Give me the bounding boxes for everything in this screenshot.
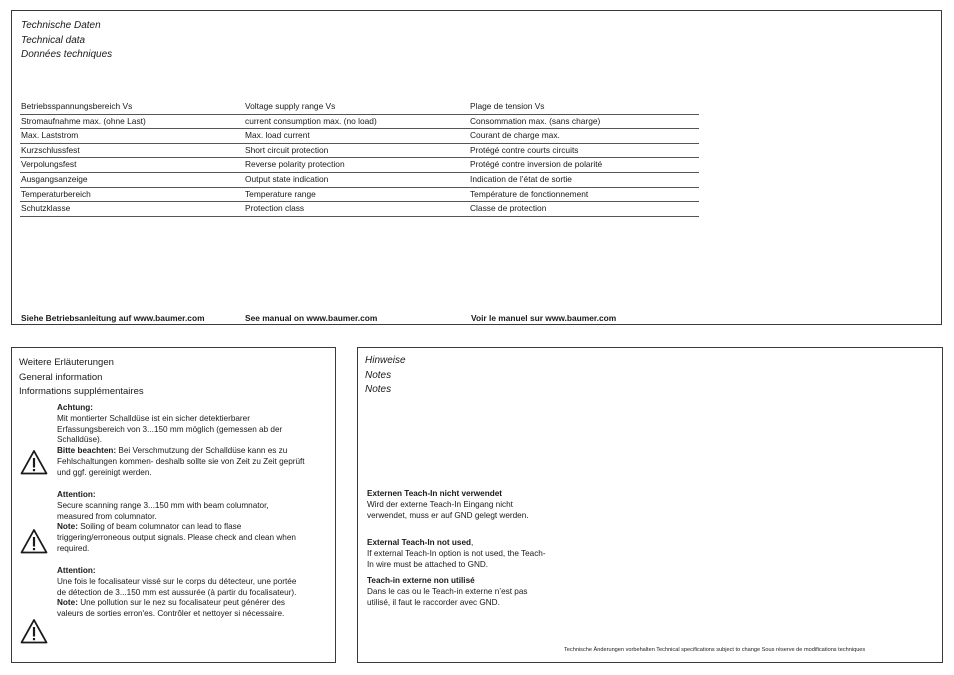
table-row [20, 202, 699, 217]
warning-triangle-icon [20, 449, 48, 475]
heading-en: General information [19, 371, 103, 383]
note-label: Note: [57, 522, 78, 532]
table-row [20, 144, 699, 159]
teach-in-title-line [367, 538, 547, 549]
manual-link-de[interactable]: Siehe Betriebsanleitung auf www.baumer.com [21, 313, 205, 323]
teach-in-title-suffix: , [471, 538, 474, 547]
spec-label-en: Short circuit protection [245, 144, 329, 155]
manual-link-en[interactable]: See manual on www.baumer.com [245, 313, 378, 323]
spec-table [20, 100, 699, 217]
table-row [20, 100, 699, 115]
warning-title: Attention: [57, 490, 96, 499]
manual-link-fr[interactable]: Voir le manuel sur www.baumer.com [471, 313, 617, 323]
notes-panel [357, 347, 943, 663]
warning-triangle-icon [20, 528, 48, 554]
teach-in-text: Wird der externe Teach-In Eingang nicht verwendet, muss er auf GND gelegt werden. [367, 499, 529, 520]
general-information-panel [11, 347, 336, 663]
teach-in-note-fr [367, 576, 547, 608]
note-text: Bei Verschmutzung der Schalldüse kann es zu Fehlschaltungen kommen- deshalb sollte sie von Zeit zu Zeit geprüft und ggf. gereinigt werden. [57, 446, 305, 477]
heading-fr: Notes [365, 384, 392, 395]
warning-text: Mit montierter Schalldüse ist ein sicher detektierbarer Erfassungsbereich von 3...150 mm möglich (gemessen ab der Schalldüse). [57, 413, 283, 445]
spec-label-fr: Classe de protection [470, 203, 547, 214]
warning-note [57, 446, 307, 478]
teach-in-text: Dans le cas ou le Teach-in externe n’est pas utilisé, il faut le raccorder avec GND. [367, 586, 528, 607]
heading-de: Weitere Erläuterungen [19, 357, 114, 368]
spec-label-de: Max. Laststrom [21, 130, 79, 141]
spec-label-de: Ausgangsanzeige [21, 173, 88, 184]
heading-fr: Données techniques [21, 49, 113, 60]
warning-title: Achtung: [57, 403, 93, 412]
warning-en [57, 490, 307, 555]
heading-en: Technical data [21, 34, 86, 46]
heading-de: Hinweise [365, 355, 406, 366]
note-label: Bitte beachten: [57, 446, 117, 456]
note-label: Note: [57, 598, 78, 608]
warning-note [57, 522, 307, 554]
teach-in-note-de [367, 489, 547, 521]
teach-in-text: If external Teach-In option is not used, the Teach-In wire must be attached to GND. [367, 548, 546, 569]
table-row [20, 115, 699, 130]
teach-in-title: External Teach-In not used [367, 538, 472, 547]
heading-de: Technische Daten [21, 20, 101, 31]
spec-label-de: Stromaufnahme max. (ohne Last) [21, 115, 146, 126]
table-row [20, 158, 699, 173]
technical-data-heading [21, 19, 112, 63]
technical-data-panel [11, 10, 942, 325]
teach-in-note-en [367, 538, 547, 570]
warning-text: Une fois le focalisateur vissé sur le corps du détecteur, une portée de détection de 3...150 mm est aussurée (à partir du focalisateur). [57, 576, 297, 597]
table-row [20, 188, 699, 203]
spec-label-de: Betriebsspannungsbereich Vs [21, 101, 133, 111]
spec-label-en: Reverse polarity protection [245, 159, 345, 170]
heading-fr: Informations supplémentaires [19, 386, 144, 397]
warning-note [57, 598, 307, 620]
heading-en: Notes [365, 369, 392, 381]
spec-label-en: Output state indication [245, 173, 329, 184]
spec-label-de: Verpolungsfest [21, 159, 77, 170]
warning-triangle-icon [20, 618, 48, 644]
warning-fr [57, 566, 307, 620]
warning-de [57, 403, 307, 479]
note-text: Soiling of beam columnator can lead to flase triggering/erroneous output signals. Please check and clean when required. [57, 522, 296, 553]
warning-text: Secure scanning range 3...150 mm with beam columnator, measured from columnator. [57, 500, 269, 521]
spec-label-fr: Indication de l’état de sortie [470, 173, 572, 184]
spec-label-en: Protection class [245, 203, 305, 214]
spec-label-fr: Plage de tension Vs [470, 101, 545, 111]
spec-label-de: Kurzschlussfest [21, 144, 80, 155]
teach-in-title: Externen Teach-In nicht verwendet [367, 489, 502, 498]
spec-label-fr: Consommation max. (sans charge) [470, 115, 601, 126]
spec-label-en: Temperature range [245, 188, 316, 199]
spec-label-fr: Protégé contre inversion de polarité [470, 159, 603, 170]
table-row [20, 129, 699, 144]
spec-label-en: Max. load current [245, 130, 310, 141]
spec-label-fr: Température de fonctionnement [470, 188, 589, 199]
spec-label-en: current consumption max. (no load) [245, 115, 377, 126]
spec-label-fr: Courant de charge max. [470, 130, 560, 141]
spec-label-de: Temperaturbereich [21, 188, 91, 199]
table-row [20, 173, 699, 188]
general-information-heading [19, 356, 144, 400]
warning-title: Attention: [57, 566, 96, 575]
note-text: Une pollution sur le nez su focalisateur peut générer des valeurs de sorties erron'es. Contrôler et nettoyer si nécessaire. [57, 598, 286, 619]
disclaimer: Technische Änderungen vorbehalten Technical specifications subject to change Sous réserve de modifications techniques [564, 647, 866, 653]
spec-label-fr: Protégé contre courts circuits [470, 144, 579, 155]
spec-label-de: Schutzklasse [21, 203, 71, 214]
spec-label-en: Voltage supply range Vs [245, 101, 336, 111]
notes-heading [365, 354, 406, 398]
teach-in-title: Teach-in externe non utilisé [367, 576, 475, 585]
